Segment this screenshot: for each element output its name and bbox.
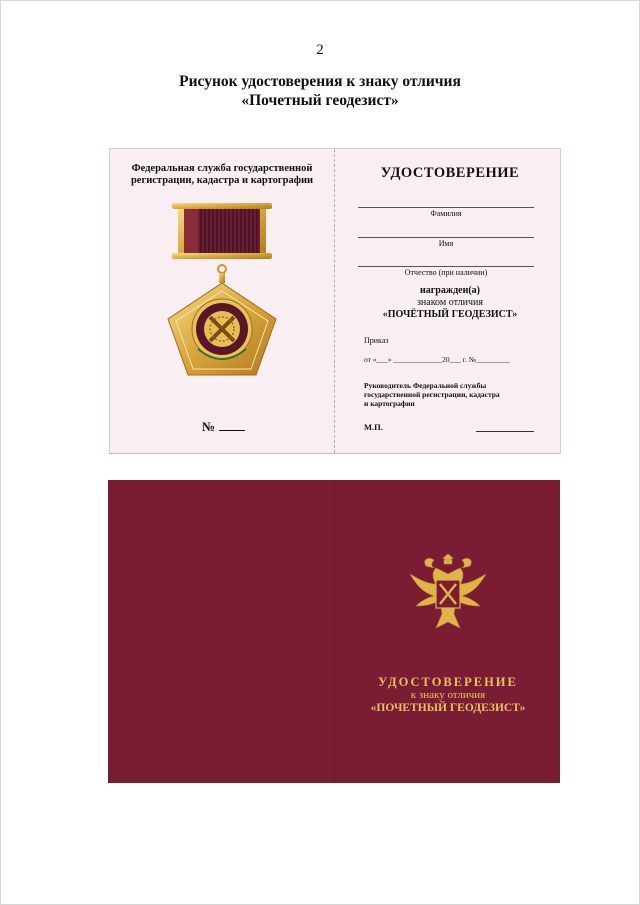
awarded-text (340, 285, 560, 321)
page-number: 2 (316, 42, 324, 58)
cover-line3: «ПОЧЕТНЫЙ ГЕОДЕЗИСТ» (370, 702, 526, 714)
badge-number-label: № (202, 419, 216, 434)
document-title-line2: «Почетный геодезист» (241, 92, 399, 109)
ribbon-block (172, 203, 272, 259)
signature-line (476, 431, 534, 432)
inner-fold-line (334, 149, 335, 453)
head-line2: государственной регистрации, кадастра (364, 390, 500, 399)
head-line1: Руководитель Федеральной службы (364, 381, 487, 390)
awarded-line1: награжден(а) (419, 285, 481, 296)
certificate-inner-spread (109, 148, 561, 454)
badge-number (202, 419, 245, 435)
cover-text (358, 676, 538, 715)
medal-illustration (158, 199, 288, 379)
cover-line2: к знаку отличия (410, 689, 486, 701)
organization-name-line2: регистрации, кадастра и картографии (130, 175, 314, 186)
order-label: Приказ (364, 336, 389, 345)
cover-fold-line (334, 480, 335, 783)
document-title-line1: Рисунок удостоверения к знаку отличия (179, 73, 461, 90)
organization-name-line1: Федеральная служба государственной (131, 163, 313, 174)
medal-ring (218, 265, 226, 283)
patronymic-field: Отчество (при наличии) (358, 266, 534, 277)
awarded-line3: «ПОЧЁТНЫЙ ГЕОДЕЗИСТ» (382, 309, 518, 320)
order-details-line: от «___» _____________20___ г. №_________ (364, 355, 510, 364)
head-signature-title (364, 381, 544, 408)
awarded-line2: знаком отличия (416, 297, 484, 308)
head-line3: и картографии (364, 399, 415, 408)
pentagon-badge (168, 283, 276, 375)
certificate-title: УДОСТОВЕРЕНИЕ (380, 165, 520, 181)
certificate-cover (108, 480, 560, 783)
inner-bottom-dotted-edge (110, 453, 560, 454)
double-headed-eagle-emblem-icon (406, 544, 490, 640)
certificate-right-page (340, 149, 560, 453)
badge-number-line (219, 430, 245, 431)
cover-line1: УДОСТОВЕРЕНИЕ (378, 675, 518, 689)
surname-field: Фамилия (358, 207, 534, 218)
stamp-label: М.П. (364, 422, 383, 432)
document-title (0, 72, 640, 110)
name-field: Имя (358, 237, 534, 248)
organization-name (118, 163, 326, 187)
